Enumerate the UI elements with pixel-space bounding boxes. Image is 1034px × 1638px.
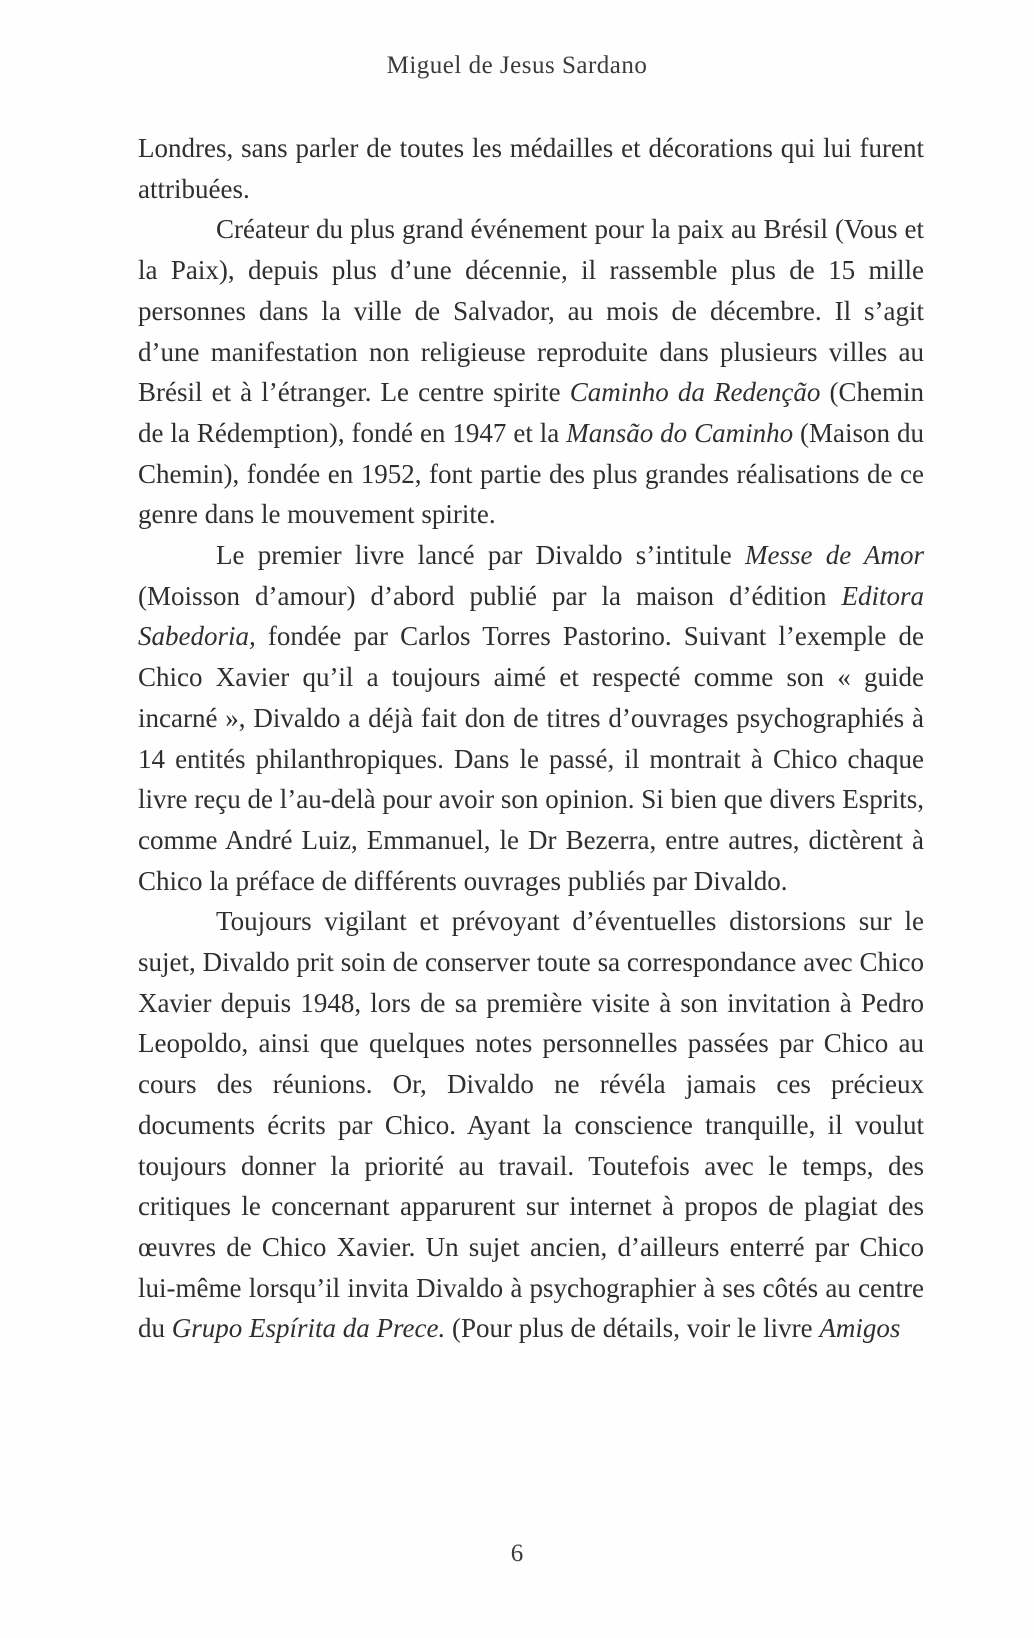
body-text (138, 128, 924, 1349)
text-segment: Londres, sans parler de toutes les médailles et décorations qui lui furent attribuées. (138, 133, 924, 204)
text-segment: Le premier livre lancé par Divaldo s’intitule (216, 540, 746, 571)
running-header-author: Miguel de Jesus Sardano (386, 52, 648, 79)
italic-title-caminho-da-redencao: Caminho da Redenção (569, 377, 821, 408)
paragraph-2 (138, 209, 924, 535)
text-segment: (Maison du Chemin), fondée en 1952, font partie des plus grandes réalisations de ce genre dans le mouvement spirite. (138, 417, 924, 530)
text-segment: Toujours vigilant et prévoyant d’éventuelles distorsions sur le sujet, Divaldo prit soin de conserver toute sa correspondance avec Chico Xavier depuis 1948, lors de sa première visite à son invitation à Pedro Leopoldo, ainsi que quelques notes personnelles passées par Chico au cours des réunions. Or, Divaldo ne révéla jamais ces précieux documents écrits par Chico. Ayant la conscience tranquille, il voulut toujours donner la priorité au travail. Toutefois avec le temps, des critiques le concernant apparurent sur internet à propos de plagiat des œuvres de Chico Xavier. Un sujet ancien, d’ailleurs enterré par Chico lui-même lorsqu’il invita Divaldo à psychographier à ses côtés au centre du (138, 906, 924, 1344)
italic-title-mansao-do-caminho: Mansão do Caminho (566, 417, 794, 448)
text-segment: (Chemin de la Rédemption), fondé en 1947 et la (138, 377, 924, 448)
page-number: 6 (510, 1540, 524, 1567)
paragraph-3 (138, 535, 924, 901)
text-segment: Créateur du plus grand événement pour la paix au Brésil (Vous et la Paix), depuis plus d’une décennie, il rassemble plus de 15 mille personnes dans la ville de Salvador, au mois de décembre. Il s’agit d’une manifestation non religieuse reproduite dans plusieurs villes au Brésil et à l’étranger. Le centre spirite (138, 214, 924, 408)
italic-title-amigos: Amigos (819, 1313, 901, 1344)
italic-title-grupo-espirita-da-prece: Grupo Espírita da Prece. (171, 1313, 446, 1344)
text-segment: (Moisson d’amour) d’abord publié par la maison d’édition (138, 580, 842, 611)
italic-title-editora-sabedoria: Editora Sabedoria, (138, 580, 924, 652)
text-segment: (Pour plus de détails, voir le livre (445, 1313, 820, 1344)
text-segment: fondée par Carlos Torres Pastorino. Suivant l’exemple de Chico Xavier qu’il a toujours aimé et respecté comme son « guide incarné », Divaldo a déjà fait don de titres d’ouvrages psychographiés à 14 entités philanthropiques. Dans le passé, il montrait à Chico chaque livre reçu de l’au-delà pour avoir son opinion. Si bien que divers Esprits, comme André Luiz, Emmanuel, le Dr Bezerra, entre autres, dictèrent à Chico la préface de différents ouvrages publiés par Divaldo. (138, 621, 924, 896)
paragraph-4 (138, 901, 924, 1349)
paragraph-1 (138, 128, 924, 209)
italic-title-messe-de-amor: Messe de Amor (745, 540, 925, 571)
